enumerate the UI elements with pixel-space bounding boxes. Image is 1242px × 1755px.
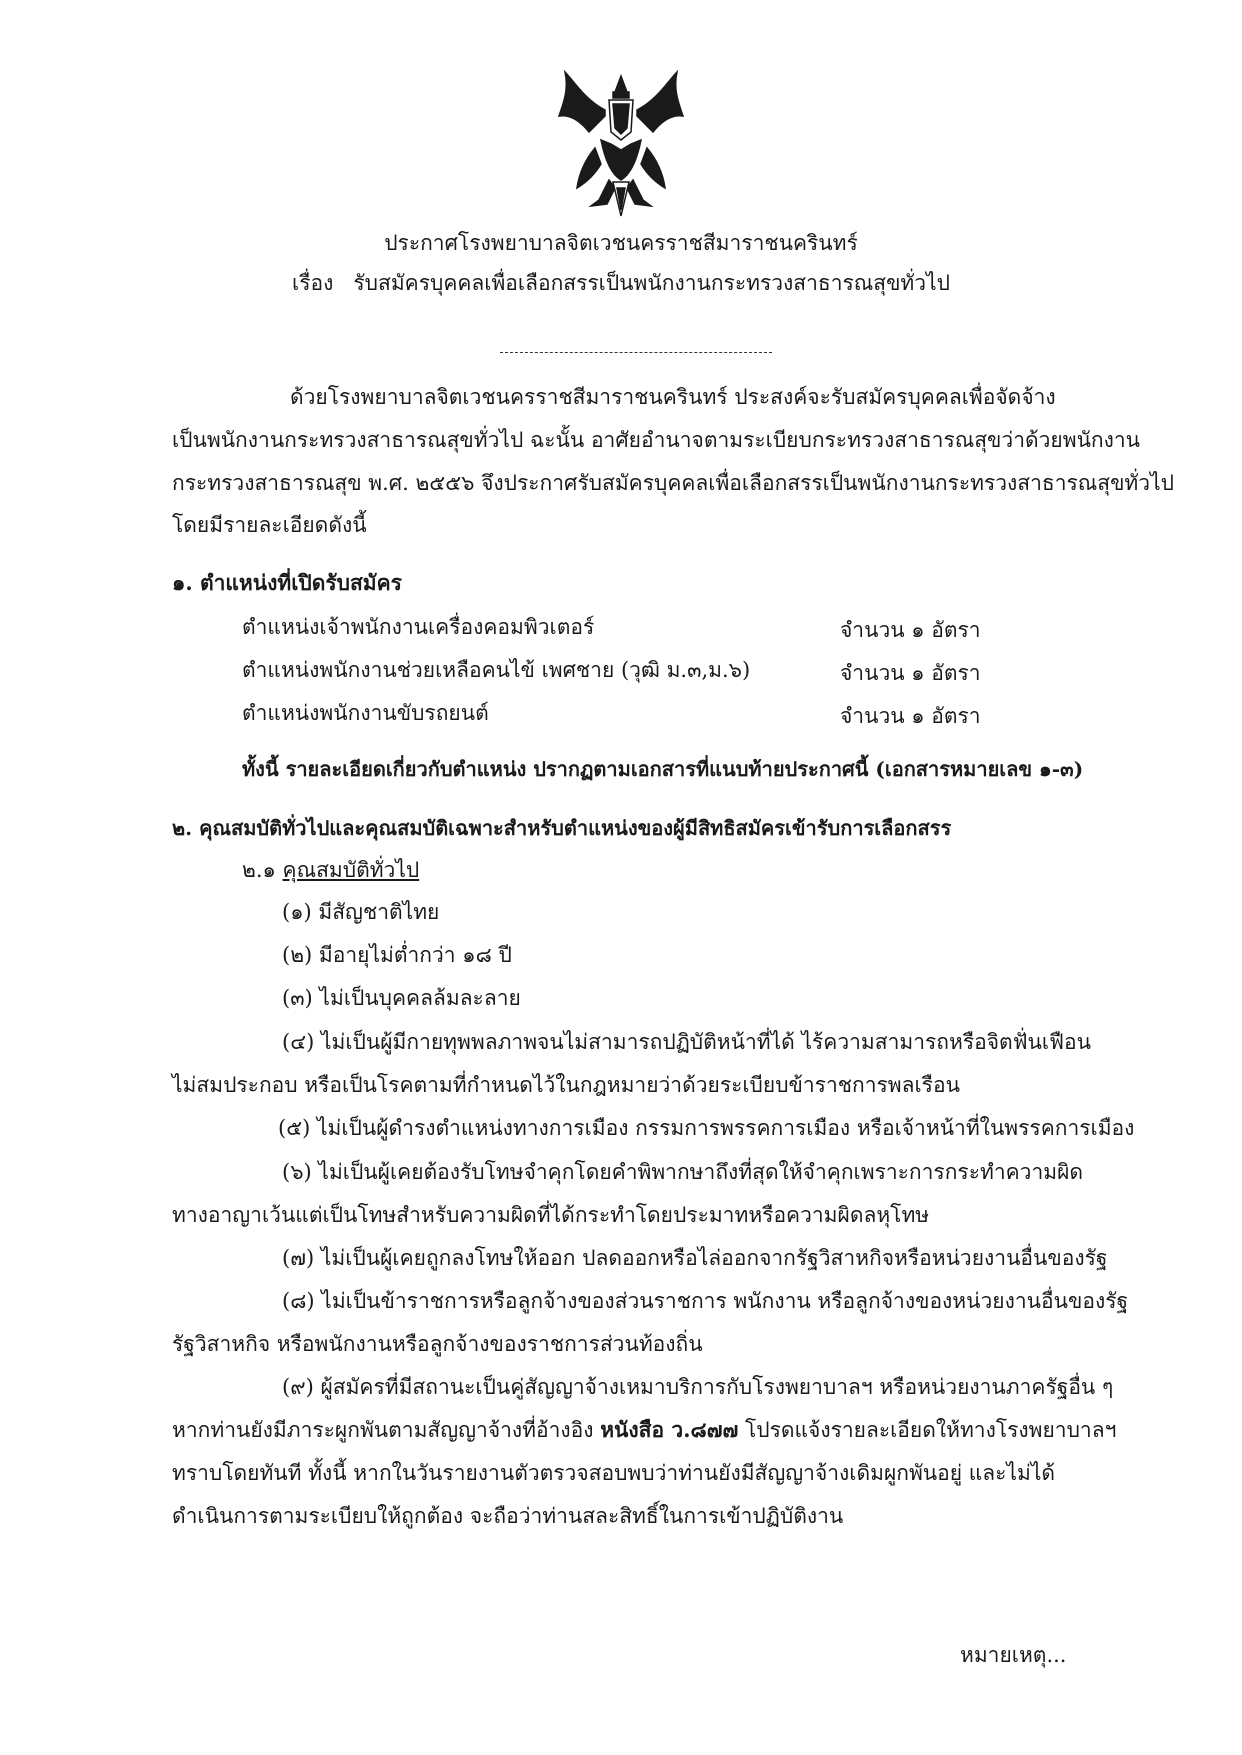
qualification-line: (๖) ไม่เป็นผู้เคยต้องรับโทษจำคุกโดยคำพิพากษาถึงที่สุดให้จำคุกเพราะการกระทำความผิด (282, 1160, 1084, 1184)
position-note: ทั้งนี้ รายละเอียดเกี่ยวกับตำแหน่ง ปรากฏตามเอกสารที่แนบท้ายประกาศนี้ (เอกสารหมายเลข ๑-๓) (242, 757, 1084, 781)
qualification-line: (๑) มีสัญชาติไทย (282, 900, 440, 924)
qualification-line: (๗) ไม่เป็นผู้เคยถูกลงโทษให้ออก ปลดออกหรือไล่ออกจากรัฐวิสาหกิจหรือหน่วยงานอื่นของรัฐ (282, 1246, 1108, 1270)
subsection-heading (242, 855, 419, 885)
qualification-line: (๓) ไม่เป็นบุคคลล้มละลาย (282, 986, 521, 1010)
announcement-title: ประกาศโรงพยาบาลจิตเวชนครราชสีมาราชนครินทร์ (384, 231, 858, 255)
line-text: หากท่านยังมีภาระผูกพันตามสัญญาจ้างที่อ้างอิง (172, 1418, 601, 1442)
position-name: ตำแหน่งพนักงานช่วยเหลือคนไข้ เพศชาย (วุฒิ ม.๓,ม.๖) (242, 658, 751, 682)
position-count: จำนวน ๑ อัตรา (840, 618, 981, 642)
section2-heading: ๒. คุณสมบัติทั่วไปและคุณสมบัติเฉพาะสำหรับตำแหน่งของผู้มีสิทธิสมัครเข้ารับการเลือกสรร (172, 816, 952, 840)
qualification-line: ทางอาญาเว้นแต่เป็นโทษสำหรับความผิดที่ได้กระทำโดยประมาทหรือความผิดลหุโทษ (172, 1203, 930, 1227)
qualification-line: ดำเนินการตามระเบียบให้ถูกต้อง จะถือว่าท่านสละสิทธิ์ในการเข้าปฏิบัติงาน (172, 1504, 844, 1528)
position-name: ตำแหน่งเจ้าพนักงานเครื่องคอมพิวเตอร์ (242, 615, 595, 639)
subsection-number: ๒.๑ (242, 858, 276, 882)
intro-line: เป็นพนักงานกระทรวงสาธารณสุขทั่วไป ฉะนั้น อาศัยอำนาจตามระเบียบกระทรวงสาธารณสุขว่าด้วยพนักงาน (172, 428, 1141, 452)
continued-note: หมายเหตุ... (960, 1643, 1067, 1667)
subject-label: เรื่อง (292, 271, 334, 295)
qualification-line: รัฐวิสาหกิจ หรือพนักงานหรือลูกจ้างของราชการส่วนท้องถิ่น (172, 1332, 703, 1356)
qualification-line: (๕) ไม่เป็นผู้ดำรงตำแหน่งทางการเมือง กรรมการพรรคการเมือง หรือเจ้าหน้าที่ในพรรคการเมือง (278, 1116, 1135, 1140)
line-text: โปรดแจ้งรายละเอียดให้ทางโรงพยาบาลฯ (738, 1418, 1117, 1442)
section1-heading: ๑. ตำแหน่งที่เปิดรับสมัคร (172, 570, 402, 595)
qualification-line (172, 1415, 1116, 1445)
qualification-line: (๔) ไม่เป็นผู้มีกายทุพพลภาพจนไม่สามารถปฏิบัติหน้าที่ได้ ไร้ความสามารถหรือจิตฟั่นเฟือน (282, 1030, 1091, 1054)
title-divider (500, 352, 772, 353)
qualification-line: (๙) ผู้สมัครที่มีสถานะเป็นคู่สัญญาจ้างเหมาบริการกับโรงพยาบาลฯ หรือหน่วยงานภาครัฐอื่น ๆ (282, 1375, 1114, 1399)
qualification-line: (๒) มีอายุไม่ต่ำกว่า ๑๘ ปี (282, 943, 512, 967)
intro-line: โดยมีรายละเอียดดังนี้ (172, 513, 367, 537)
subject-text: รับสมัครบุคคลเพื่อเลือกสรรเป็นพนักงานกระทรวงสาธารณสุขทั่วไป (353, 271, 950, 295)
intro-line: ด้วยโรงพยาบาลจิตเวชนครราชสีมาราชนครินทร์ ประสงค์จะรับสมัครบุคคลเพื่อจัดจ้าง (290, 385, 1056, 409)
reference-letter: หนังสือ ว.๘๗๗ (600, 1417, 739, 1442)
qualification-line: ทราบโดยทันที ทั้งนี้ หากในวันรายงานตัวตรวจสอบพบว่าท่านยังมีสัญญาจ้างเดิมผูกพันอยู่ และไม่ได้ (172, 1461, 1056, 1485)
intro-line: กระทรวงสาธารณสุข พ.ศ. ๒๕๕๖ จึงประกาศรับสมัครบุคคลเพื่อเลือกสรรเป็นพนักงานกระทรวงสาธารณสุขทั่วไป (172, 471, 1174, 495)
position-name: ตำแหน่งพนักงานขับรถยนต์ (242, 701, 489, 725)
position-count: จำนวน ๑ อัตรา (840, 704, 981, 728)
subsection-title: คุณสมบัติทั่วไป (282, 858, 420, 882)
qualification-line: ไม่สมประกอบ หรือเป็นโรคตามที่กำหนดไว้ในกฎหมายว่าด้วยระเบียบข้าราชการพลเรือน (172, 1073, 960, 1097)
garuda-emblem-icon (555, 70, 687, 220)
announcement-subject-row (0, 268, 1242, 298)
qualification-line: (๘) ไม่เป็นข้าราชการหรือลูกจ้างของส่วนราชการ พนักงาน หรือลูกจ้างของหน่วยงานอื่นของรัฐ (282, 1289, 1129, 1313)
position-count: จำนวน ๑ อัตรา (840, 661, 981, 685)
